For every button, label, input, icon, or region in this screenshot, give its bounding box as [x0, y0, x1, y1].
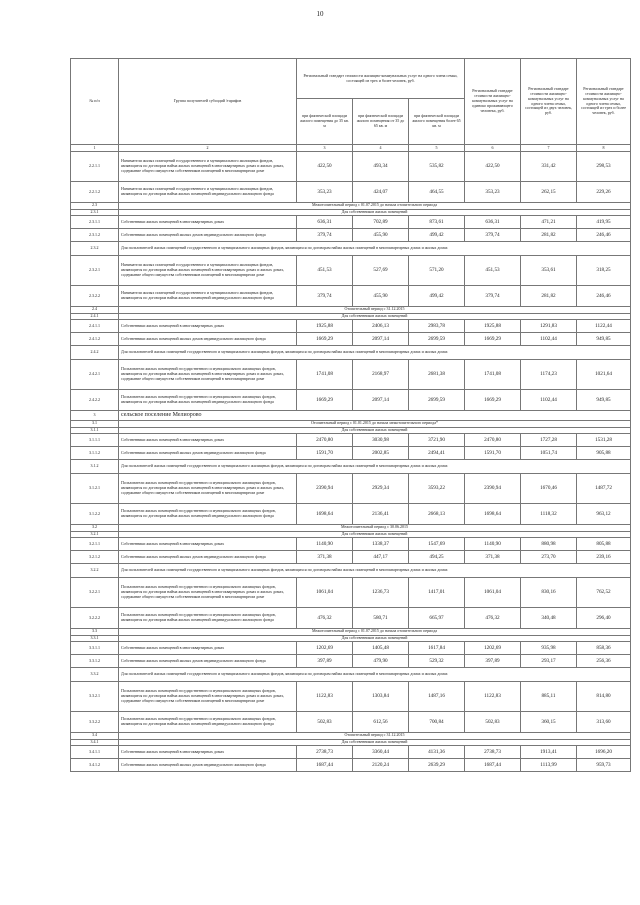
table-row	[71, 182, 631, 203]
value-cell: 2136,41	[353, 504, 409, 525]
subsection-title: Для пользователей жилых помещений государственного и муниципального жилищных фондов, являющихся по договорам найма жилых помещений в многоквартирных домах и жилых домах	[119, 242, 631, 256]
recipient-group-cell: Собственники жилых помещений в многоквартирных домах	[119, 746, 297, 759]
row-number: 2.3.2.1	[71, 256, 119, 286]
value-cell: 1741,08	[465, 360, 521, 390]
table-row	[71, 474, 631, 504]
table-row	[71, 746, 631, 759]
section-title: Для собственников жилых помещений	[119, 209, 631, 216]
value-cell: 371,38	[297, 551, 353, 564]
table-row	[71, 360, 631, 390]
value-cell: 529,32	[409, 655, 465, 668]
table-row	[71, 712, 631, 733]
value-cell: 959,73	[577, 759, 631, 772]
row-number: 3.3.2.1	[71, 682, 119, 712]
value-cell: 281,82	[521, 229, 577, 242]
row-number: 3.3.2.2	[71, 712, 119, 733]
value-cell: 3721,90	[409, 434, 465, 447]
value-cell: 814,80	[577, 682, 631, 712]
subsection-title: Для пользователей жилых помещений государственного и муниципального жилищных фондов, являющихся по договорам найма жилых помещений в многоквартирных домах и жилых домах	[119, 668, 631, 682]
row-number: 3.1.1	[71, 427, 119, 434]
value-cell: 2738,73	[465, 746, 521, 759]
value-cell: 873,61	[409, 216, 465, 229]
row-number: 3	[71, 411, 119, 421]
value-cell: 1061,04	[297, 578, 353, 608]
recipient-group-cell: Пользователи жилых помещений государственного и муниципального жилищных фондов, являющиеся по договорам найма жилых помещений индивидуального жилищного фонда	[119, 504, 297, 525]
value-cell: 636,31	[465, 216, 521, 229]
value-cell: 281,82	[521, 286, 577, 307]
row-number: 3.4	[71, 733, 119, 740]
value-cell: 273,70	[521, 551, 577, 564]
value-cell: 636,31	[297, 216, 353, 229]
recipient-group-cell: Наниматели жилых помещений государственного и муниципального жилищных фондов, являющиеся по договорам найма жилых помещений в многоквартирных домах и жилых домах, содержание общего имущества собственников помещений в многоквартирном доме	[119, 152, 297, 182]
header-sub3: при фактической площади жилого помещения более 65 кв. м	[409, 99, 465, 145]
row-number: 3.2.2.2	[71, 608, 119, 629]
section-title: Межотопительный период с 01.07.2015 до начала отопительного периода	[119, 629, 631, 636]
value-cell: 1670,46	[521, 474, 577, 504]
header-col8: Региональный стандарт стоимости жилищно-коммунальных услуг на одного члена семьи, состоящей из трех и более человек, руб.	[577, 59, 631, 145]
section-title: Для собственников жилых помещений	[119, 739, 631, 746]
value-cell: 2390,94	[465, 474, 521, 504]
settlement-name: сельское поселение Мелиорово	[119, 411, 631, 421]
value-cell: 1698,64	[297, 504, 353, 525]
row-number: 2.3.1	[71, 209, 119, 216]
table-row	[71, 286, 631, 307]
row-number: 3.2.2.1	[71, 578, 119, 608]
section-title: Межотопительный период с 30.06.2015	[119, 525, 631, 532]
value-cell: 1174,23	[521, 360, 577, 390]
value-cell: 2699,59	[409, 390, 465, 411]
value-cell: 1669,29	[297, 333, 353, 346]
table-row	[71, 320, 631, 333]
subsection-title: Для пользователей жилых помещений государственного и муниципального жилищных фондов, являющихся по договорам найма жилых помещений в многоквартирных домах и жилых домах	[119, 564, 631, 578]
value-cell: 1698,64	[465, 504, 521, 525]
value-cell: 397,89	[297, 655, 353, 668]
value-cell: 1925,88	[297, 320, 353, 333]
subsection-row	[71, 346, 631, 360]
value-cell: 353,23	[465, 182, 521, 203]
value-cell: 296,40	[577, 608, 631, 629]
value-cell: 502,83	[297, 712, 353, 733]
value-cell: 1021,64	[577, 360, 631, 390]
row-number: 2.4	[71, 307, 119, 314]
subsection-row	[71, 668, 631, 682]
value-cell: 1061,04	[465, 578, 521, 608]
value-cell: 2639,29	[409, 759, 465, 772]
value-cell: 424,07	[353, 182, 409, 203]
value-cell: 422,50	[297, 152, 353, 182]
row-number: 3.3.1	[71, 635, 119, 642]
value-cell: 1669,29	[465, 333, 521, 346]
value-cell: 2738,73	[297, 746, 353, 759]
value-cell: 885,11	[521, 682, 577, 712]
value-cell: 2699,59	[409, 333, 465, 346]
page-number: 10	[316, 10, 324, 18]
table-row	[71, 333, 631, 346]
recipient-group-cell: Собственники жилых помещений жилых домов индивидуального жилищного фонда	[119, 551, 297, 564]
value-cell: 1669,29	[297, 390, 353, 411]
value-cell: 1202,69	[465, 642, 521, 655]
value-cell: 397,89	[465, 655, 521, 668]
value-cell: 571,20	[409, 256, 465, 286]
value-cell: 313,60	[577, 712, 631, 733]
recipient-group-cell: Пользователи жилых помещений государственного и муниципального жилищных фондов, являющиеся по договорам найма жилых помещений в многоквартирных домах и жилых домах, содержание общего имущества собственников помещений в многоквартирном доме	[119, 360, 297, 390]
value-cell: 1741,08	[297, 360, 353, 390]
value-cell: 298,53	[577, 152, 631, 182]
value-cell: 1925,88	[465, 320, 521, 333]
column-number: 8	[577, 145, 631, 152]
column-number: 6	[465, 145, 521, 152]
row-number: 3.2.2	[71, 564, 119, 578]
table-row	[71, 216, 631, 229]
value-cell: 371,38	[465, 551, 521, 564]
value-cell: 1113,99	[521, 759, 577, 772]
table-row	[71, 551, 631, 564]
recipient-group-cell: Собственники жилых помещений в многоквартирных домах	[119, 642, 297, 655]
value-cell: 963,12	[577, 504, 631, 525]
row-number: 3.1.2.2	[71, 504, 119, 525]
table-row	[71, 152, 631, 182]
recipient-group-cell: Пользователи жилых помещений государственного и муниципального жилищных фондов, являющиеся по договорам найма жилых помещений индивидуального жилищного фонда	[119, 390, 297, 411]
value-cell: 2470,80	[465, 434, 521, 447]
value-cell: 331,42	[521, 152, 577, 182]
table-row	[71, 447, 631, 460]
value-cell: 949,85	[577, 390, 631, 411]
value-cell: 880,98	[521, 538, 577, 551]
table-row	[71, 390, 631, 411]
column-number: 5	[409, 145, 465, 152]
value-cell: 1617,84	[409, 642, 465, 655]
recipient-group-cell: Пользователи жилых помещений государственного и муниципального жилищных фондов, являющиеся по договорам найма жилых помещений в многоквартирных домах и жилых домах, содержание общего имущества собственников помещений в многоквартирном доме	[119, 474, 297, 504]
section-title: Отопительный период с 31.12.2015	[119, 307, 631, 314]
row-number: 3.1.1.1	[71, 434, 119, 447]
value-cell: 379,74	[465, 286, 521, 307]
value-cell: 246,46	[577, 229, 631, 242]
row-number: 2.4.2.2	[71, 390, 119, 411]
value-cell: 1417,01	[409, 578, 465, 608]
value-cell: 2929,34	[353, 474, 409, 504]
value-cell: 858,36	[577, 642, 631, 655]
value-cell: 1303,84	[353, 682, 409, 712]
value-cell: 580,71	[353, 608, 409, 629]
value-cell: 455,90	[353, 286, 409, 307]
column-number-row	[71, 145, 631, 152]
subsection-title: Для пользователей жилых помещений государственного и муниципального жилищных фондов, являющихся по договорам найма жилых помещений в многоквартирных домах и жилых домах	[119, 346, 631, 360]
table-body	[71, 152, 631, 772]
header-group: Группа получателей субсидий /тарифов	[119, 59, 297, 145]
value-cell: 451,53	[465, 256, 521, 286]
value-cell: 1727,28	[521, 434, 577, 447]
value-cell: 379,74	[297, 286, 353, 307]
value-cell: 905,88	[577, 447, 631, 460]
table-row	[71, 608, 631, 629]
row-number: 3.2.1.2	[71, 551, 119, 564]
value-cell: 612,56	[353, 712, 409, 733]
column-number: 3	[297, 145, 353, 152]
row-number: 3.1.2	[71, 460, 119, 474]
table-row	[71, 538, 631, 551]
recipient-group-cell: Наниматели жилых помещений государственного и муниципального жилищных фондов, являющиеся по договорам найма жилых помещений индивидуального жилищного фонда	[119, 182, 297, 203]
value-cell: 494,25	[409, 551, 465, 564]
value-cell: 447,17	[353, 551, 409, 564]
value-cell: 464,55	[409, 182, 465, 203]
recipient-group-cell: Собственники жилых помещений жилых домов индивидуального жилищного фонда	[119, 333, 297, 346]
settlement-row	[71, 411, 631, 421]
subsection-row	[71, 460, 631, 474]
value-cell: 1487,16	[409, 682, 465, 712]
value-cell: 422,50	[465, 152, 521, 182]
value-cell: 1102,44	[521, 390, 577, 411]
value-cell: 762,52	[577, 578, 631, 608]
table-row	[71, 578, 631, 608]
table-row	[71, 682, 631, 712]
value-cell: 2406,13	[353, 320, 409, 333]
value-cell: 2097,14	[353, 333, 409, 346]
value-cell: 340,48	[521, 608, 577, 629]
value-cell: 1696,20	[577, 746, 631, 759]
row-number: 3.1.1.2	[71, 447, 119, 460]
recipient-group-cell: Собственники жилых помещений жилых домов индивидуального жилищного фонда	[119, 447, 297, 460]
value-cell: 262,15	[521, 182, 577, 203]
recipient-group-cell: Собственники жилых помещений жилых домов индивидуального жилищного фонда	[119, 655, 297, 668]
row-number: 3.3.1.2	[71, 655, 119, 668]
table-row	[71, 655, 631, 668]
row-number: 2.4.1.1	[71, 320, 119, 333]
value-cell: 1202,69	[297, 642, 353, 655]
value-cell: 256,36	[577, 655, 631, 668]
value-cell: 476,32	[297, 608, 353, 629]
value-cell: 949,85	[577, 333, 631, 346]
value-cell: 229,26	[577, 182, 631, 203]
row-number: 2.3	[71, 203, 119, 210]
value-cell: 1687,44	[297, 759, 353, 772]
value-cell: 476,32	[465, 608, 521, 629]
value-cell: 702,89	[353, 216, 409, 229]
subsection-row	[71, 242, 631, 256]
value-cell: 318,25	[577, 256, 631, 286]
value-cell: 2168,97	[353, 360, 409, 390]
row-number: 3.2	[71, 525, 119, 532]
table-header	[71, 59, 631, 152]
value-cell: 379,74	[465, 229, 521, 242]
value-cell: 1531,28	[577, 434, 631, 447]
row-number: 3.3	[71, 629, 119, 636]
value-cell: 665,97	[409, 608, 465, 629]
recipient-group-cell: Собственники жилых помещений в многоквартирных домах	[119, 434, 297, 447]
value-cell: 830,16	[521, 578, 577, 608]
value-cell: 3593,22	[409, 474, 465, 504]
recipient-group-cell: Собственники жилых помещений жилых домов индивидуального жилищного фонда	[119, 759, 297, 772]
row-number: 3.1.2.1	[71, 474, 119, 504]
value-cell: 2390,94	[297, 474, 353, 504]
value-cell: 527,69	[353, 256, 409, 286]
table-row	[71, 504, 631, 525]
value-cell: 353,61	[521, 256, 577, 286]
table-row	[71, 229, 631, 242]
recipient-group-cell: Собственники жилых помещений в многоквартирных домах	[119, 538, 297, 551]
value-cell: 4131,36	[409, 746, 465, 759]
section-title: Отопительный период с 31.12.2015	[119, 733, 631, 740]
row-number: 3.1	[71, 421, 119, 428]
header-sub2: при фактической площади жилого помещения от 35 до 65 кв. м	[353, 99, 409, 145]
column-number: 4	[353, 145, 409, 152]
row-number: 2.2.1.2	[71, 182, 119, 203]
value-cell: 455,90	[353, 229, 409, 242]
row-number: 3.4.1.1	[71, 746, 119, 759]
column-number: 7	[521, 145, 577, 152]
recipient-group-cell: Пользователи жилых помещений государственного и муниципального жилищных фондов, являющиеся по договорам найма жилых помещений индивидуального жилищного фонда	[119, 712, 297, 733]
row-number: 2.3.2.2	[71, 286, 119, 307]
value-cell: 1913,41	[521, 746, 577, 759]
value-cell: 3030,98	[353, 434, 409, 447]
table-row	[71, 256, 631, 286]
header-col6: Региональный стандарт стоимости жилищно-коммунальных услуг на одиноко проживающего человека, руб.	[465, 59, 521, 145]
recipient-group-cell: Пользователи жилых помещений государственного и муниципального жилищных фондов, являющиеся по договорам найма жилых помещений в многоквартирных домах и жилых домах, содержание общего имущества собственников помещений в многоквартирном доме	[119, 682, 297, 712]
value-cell: 2470,80	[297, 434, 353, 447]
recipient-group-cell: Собственники жилых помещений в многоквартирных домах	[119, 320, 297, 333]
value-cell: 1405,48	[353, 642, 409, 655]
value-cell: 1122,44	[577, 320, 631, 333]
value-cell: 2681,38	[409, 360, 465, 390]
value-cell: 1051,74	[521, 447, 577, 460]
header-group-span: Региональный стандарт стоимости жилищно-коммунальных услуг на одного члена семьи, состоящей из трех и более человек, руб.	[297, 59, 465, 99]
column-number: 1	[71, 145, 119, 152]
row-number: 2.3.1.1	[71, 216, 119, 229]
recipient-group-cell: Наниматели жилых помещений государственного и муниципального жилищных фондов, являющиеся по договорам найма жилых помещений индивидуального жилищного фонда	[119, 286, 297, 307]
value-cell: 451,53	[297, 256, 353, 286]
value-cell: 1669,29	[465, 390, 521, 411]
value-cell: 535,82	[409, 152, 465, 182]
value-cell: 293,17	[521, 655, 577, 668]
value-cell: 499,42	[409, 229, 465, 242]
row-number: 3.4.1	[71, 739, 119, 746]
subsection-title: Для пользователей жилых помещений государственного и муниципального жилищных фондов, являющихся по договорам найма жилых помещений в многоквартирных домах и жилых домах	[119, 460, 631, 474]
recipient-group-cell: Наниматели жилых помещений государственного и муниципального жилищных фондов, являющиеся по договорам найма жилых помещений в многоквартирных домах и жилых домах, содержание общего имущества собственников помещений в многоквартирном доме	[119, 256, 297, 286]
value-cell: 805,88	[577, 538, 631, 551]
value-cell: 2120,24	[353, 759, 409, 772]
value-cell: 246,46	[577, 286, 631, 307]
column-number: 2	[119, 145, 297, 152]
value-cell: 1122,83	[297, 682, 353, 712]
section-title: Для собственников жилых помещений	[119, 531, 631, 538]
value-cell: 239,16	[577, 551, 631, 564]
value-cell: 493,34	[353, 152, 409, 182]
row-number: 2.4.1.2	[71, 333, 119, 346]
subsidy-standards-table	[70, 58, 631, 772]
value-cell: 471,21	[521, 216, 577, 229]
header-col7: Региональный стандарт стоимости жилищно-коммунальных услуг на одного члена семьи, состоящей из двух человек, руб.	[521, 59, 577, 145]
recipient-group-cell: Собственники жилых помещений жилых домов индивидуального жилищного фонда	[119, 229, 297, 242]
value-cell: 3360,44	[353, 746, 409, 759]
value-cell: 1547,69	[409, 538, 465, 551]
value-cell: 700,84	[409, 712, 465, 733]
value-cell: 2002,85	[353, 447, 409, 460]
value-cell: 379,74	[297, 229, 353, 242]
row-number: 3.3.1.1	[71, 642, 119, 655]
value-cell: 353,23	[297, 182, 353, 203]
recipient-group-cell: Пользователи жилых помещений государственного и муниципального жилищных фондов, являющиеся по договорам найма жилых помещений индивидуального жилищного фонда	[119, 608, 297, 629]
row-number: 2.4.2	[71, 346, 119, 360]
value-cell: 2494,41	[409, 447, 465, 460]
value-cell: 1236,73	[353, 578, 409, 608]
value-cell: 1140,90	[297, 538, 353, 551]
value-cell: 1687,44	[465, 759, 521, 772]
header-number: № п/п	[71, 59, 119, 145]
row-number: 2.3.2	[71, 242, 119, 256]
value-cell: 935,98	[521, 642, 577, 655]
row-number: 2.4.2.1	[71, 360, 119, 390]
section-title: Для собственников жилых помещений	[119, 427, 631, 434]
value-cell: 499,42	[409, 286, 465, 307]
recipient-group-cell: Пользователи жилых помещений государственного и муниципального жилищных фондов, являющиеся по договорам найма жилых помещений в многоквартирных домах и жилых домах, содержание общего имущества собственников помещений в многоквартирном доме	[119, 578, 297, 608]
recipient-group-cell: Собственники жилых помещений в многоквартирных домах	[119, 216, 297, 229]
header-sub1: при фактической площади жилого помещения до 35 кв. м	[297, 99, 353, 145]
row-number: 2.3.1.2	[71, 229, 119, 242]
value-cell: 1118,32	[521, 504, 577, 525]
value-cell: 2983,78	[409, 320, 465, 333]
row-number: 3.4.1.2	[71, 759, 119, 772]
row-number: 3.2.1	[71, 531, 119, 538]
value-cell: 1122,83	[465, 682, 521, 712]
value-cell: 1591,70	[465, 447, 521, 460]
section-title: Для собственников жилых помещений	[119, 635, 631, 642]
value-cell: 502,83	[465, 712, 521, 733]
value-cell: 360,15	[521, 712, 577, 733]
section-title: Межотопительный период с 01.07.2015 до начала отопительного периода	[119, 203, 631, 210]
subsection-row	[71, 564, 631, 578]
row-number: 2.4.1	[71, 313, 119, 320]
row-number: 3.3.2	[71, 668, 119, 682]
table-row	[71, 434, 631, 447]
value-cell: 2097,14	[353, 390, 409, 411]
row-number: 2.2.1.1	[71, 152, 119, 182]
value-cell: 1487,72	[577, 474, 631, 504]
table-row	[71, 759, 631, 772]
value-cell: 419,95	[577, 216, 631, 229]
value-cell: 1102,44	[521, 333, 577, 346]
value-cell: 479,90	[353, 655, 409, 668]
value-cell: 2668,13	[409, 504, 465, 525]
section-title: Отопительный период с 01.01.2015 до начала межотопительного периода*	[119, 421, 631, 428]
section-title: Для собственников жилых помещений	[119, 313, 631, 320]
value-cell: 1140,90	[465, 538, 521, 551]
row-number: 3.2.1.1	[71, 538, 119, 551]
value-cell: 1591,70	[297, 447, 353, 460]
table-row	[71, 642, 631, 655]
value-cell: 1291,83	[521, 320, 577, 333]
value-cell: 1338,37	[353, 538, 409, 551]
